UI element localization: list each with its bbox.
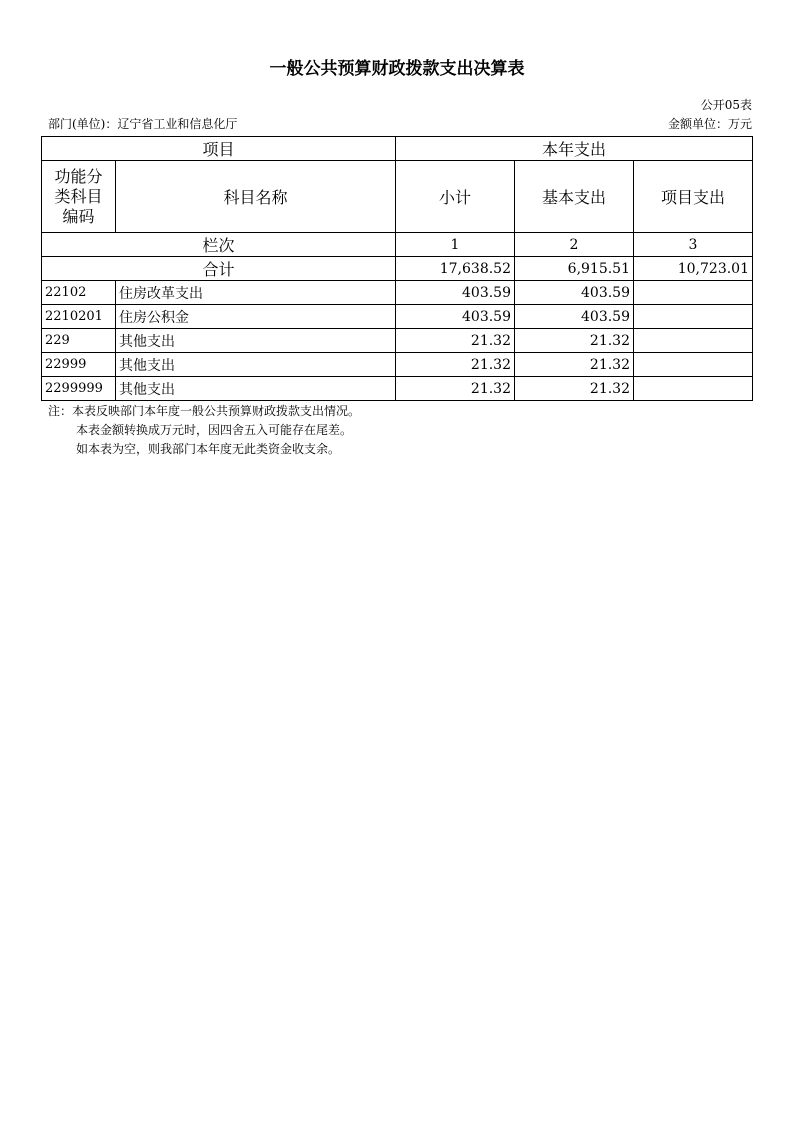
table-row (42, 353, 753, 377)
row-basic: 21.32 (515, 377, 634, 401)
page-title: 一般公共预算财政拨款支出决算表 (269, 59, 525, 79)
row-code: 22999 (42, 353, 116, 377)
row-code: 22102 (42, 281, 116, 305)
row-code: 2299999 (42, 377, 116, 401)
row-project (634, 305, 753, 329)
header-subtotal: 小计 (396, 161, 515, 233)
total-subtotal: 17,638.52 (396, 257, 515, 281)
note-line: 本表金额转换成万元时，因四舍五入可能存在尾差。 (76, 423, 353, 437)
header-project: 项目 (42, 137, 396, 161)
row-code: 2210201 (42, 305, 116, 329)
header-func-code: 功能分类科目编码 (42, 161, 116, 233)
row-subtotal: 21.32 (396, 353, 515, 377)
row-basic: 21.32 (515, 329, 634, 353)
department-label: 部门(单位)：辽宁省工业和信息化厅 (48, 117, 238, 131)
column-number-1: 1 (396, 233, 515, 257)
row-name: 住房改革支出 (116, 281, 396, 305)
row-name: 其他支出 (116, 329, 396, 353)
row-subtotal: 21.32 (396, 377, 515, 401)
row-basic: 21.32 (515, 353, 634, 377)
table-notes (48, 402, 360, 459)
row-name: 其他支出 (116, 353, 396, 377)
row-subtotal: 21.32 (396, 329, 515, 353)
form-code: 公开05表 (700, 98, 752, 112)
table-row (42, 305, 753, 329)
table-row (42, 281, 753, 305)
row-subtotal: 403.59 (396, 281, 515, 305)
column-number-2: 2 (515, 233, 634, 257)
row-subtotal: 403.59 (396, 305, 515, 329)
row-project (634, 281, 753, 305)
row-project (634, 377, 753, 401)
column-number-label: 栏次 (42, 233, 396, 257)
row-code: 229 (42, 329, 116, 353)
header-basic: 基本支出 (515, 161, 634, 233)
expenditure-table (41, 136, 753, 401)
table-row (42, 377, 753, 401)
row-basic: 403.59 (515, 305, 634, 329)
row-name: 其他支出 (116, 377, 396, 401)
header-project-exp: 项目支出 (634, 161, 753, 233)
header-current-year: 本年支出 (396, 137, 753, 161)
note-line: 注：本表反映部门本年度一般公共预算财政拨款支出情况。 (48, 404, 361, 418)
amount-unit-label: 金额单位：万元 (667, 117, 752, 131)
row-project (634, 329, 753, 353)
total-basic: 6,915.51 (515, 257, 634, 281)
header-subject-name: 科目名称 (116, 161, 396, 233)
note-line: 如本表为空，则我部门本年度无此类资金收支余。 (76, 442, 341, 456)
total-label: 合计 (42, 257, 396, 281)
table-row (42, 329, 753, 353)
row-project (634, 353, 753, 377)
row-basic: 403.59 (515, 281, 634, 305)
total-project: 10,723.01 (634, 257, 753, 281)
column-number-3: 3 (634, 233, 753, 257)
row-name: 住房公积金 (116, 305, 396, 329)
